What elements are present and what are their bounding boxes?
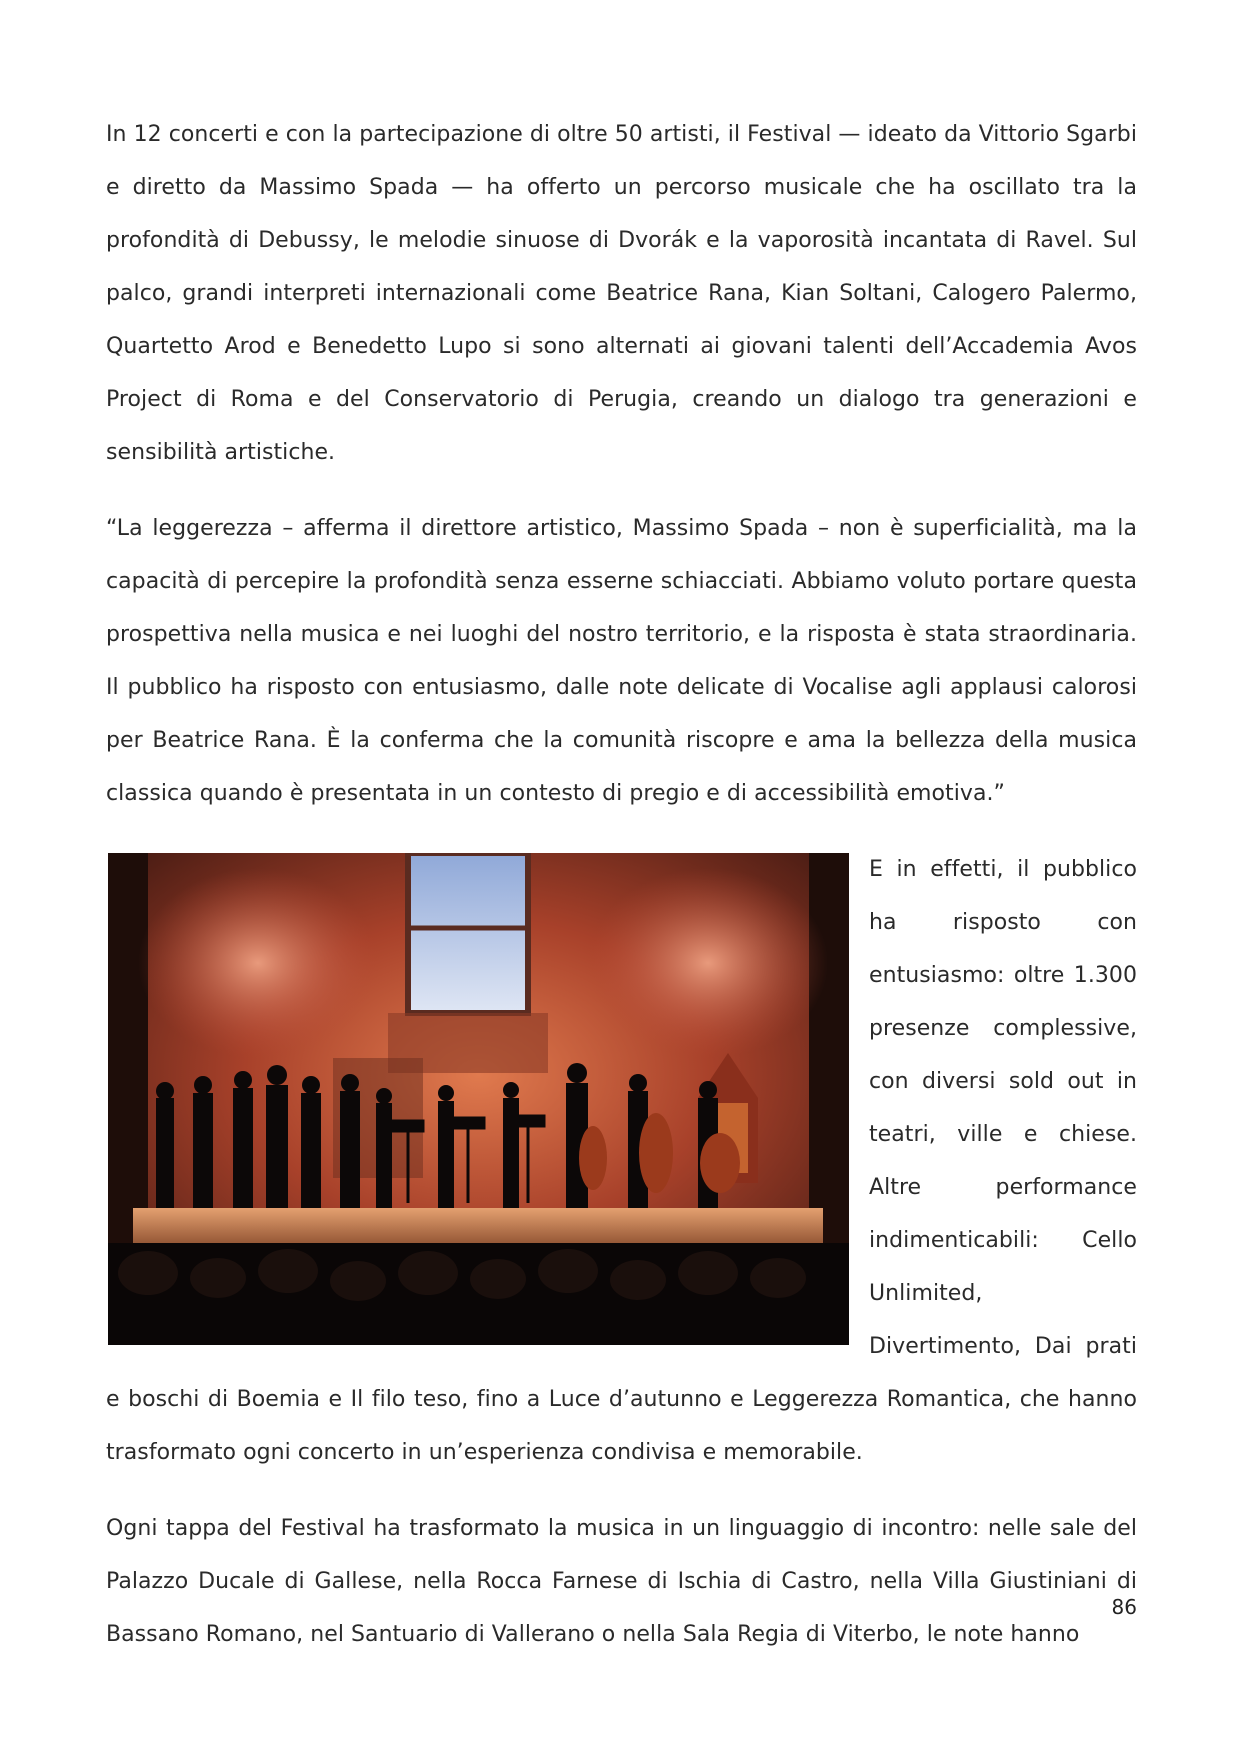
paragraph-director-quote: “La leggerezza – afferma il direttore artistico, Massimo Spada – non è superficialità, ma la capacità di percepire la profondità senza esserne schiacciati. Abbiamo voluto portare questa prospettiva nella musica e nei luoghi del nostro territorio, e la risposta è stata straordinaria. Il pubblico ha risposto con entusiasmo, dalle note delicate di Vocalise agli applausi calorosi per Beatrice Rana. È la conferma che la comunità riscopre e ama la bellezza della musica classica quando è presentata in un contesto di pregio e di accessibilità emotiva.” bbox=[106, 516, 1137, 806]
paragraph-festival-intro: In 12 concerti e con la partecipazione di oltre 50 artisti, il Festival — ideato da Vittorio Sgarbi e diretto da Massimo Spada — ha offerto un percorso musicale che ha oscillato tra la profondità di Debussy, le melodie sinuose di Dvorák e la vaporosità incantata di Ravel. Sul palco, grandi interpreti internazionali come Beatrice Rana, Kian Soltani, Calogero Palermo, Quartetto Arod e Benedetto Lupo si sono alternati ai giovani talenti dell’Accademia Avos Project di Roma e del Conservatorio di Perugia, creando un dialogo tra generazioni e sensibilità artistiche. bbox=[106, 122, 1137, 465]
document-page bbox=[106, 108, 1137, 1661]
paragraph-festival-venues: Ogni tappa del Festival ha trasformato la musica in un linguaggio di incontro: nelle sale del Palazzo Ducale di Gallese, nella Rocca Farnese di Ischia di Castro, nella Villa Giustiniani di Bassano Romano, nel Santuario di Vallerano o nella Sala Regia di Viterbo, le note hanno bbox=[106, 1516, 1137, 1647]
paragraph-audience-response: E in effetti, il pubblico ha risposto con entusiasmo: oltre 1.300 presenze complessive, con diversi sold out in teatri, ville e chiese. Altre performance indimenticabili: Cello Unlimited, Divertimento, Dai prati e boschi di Boemia e Il filo teso, fino a Luce d’autunno e Leggerezza Romantica, che hanno trasformato ogni concerto in un’esperienza condivisa e memorabile. bbox=[106, 857, 1137, 1465]
concert-photo bbox=[108, 853, 849, 1345]
page-number: 86 bbox=[1111, 1595, 1137, 1619]
